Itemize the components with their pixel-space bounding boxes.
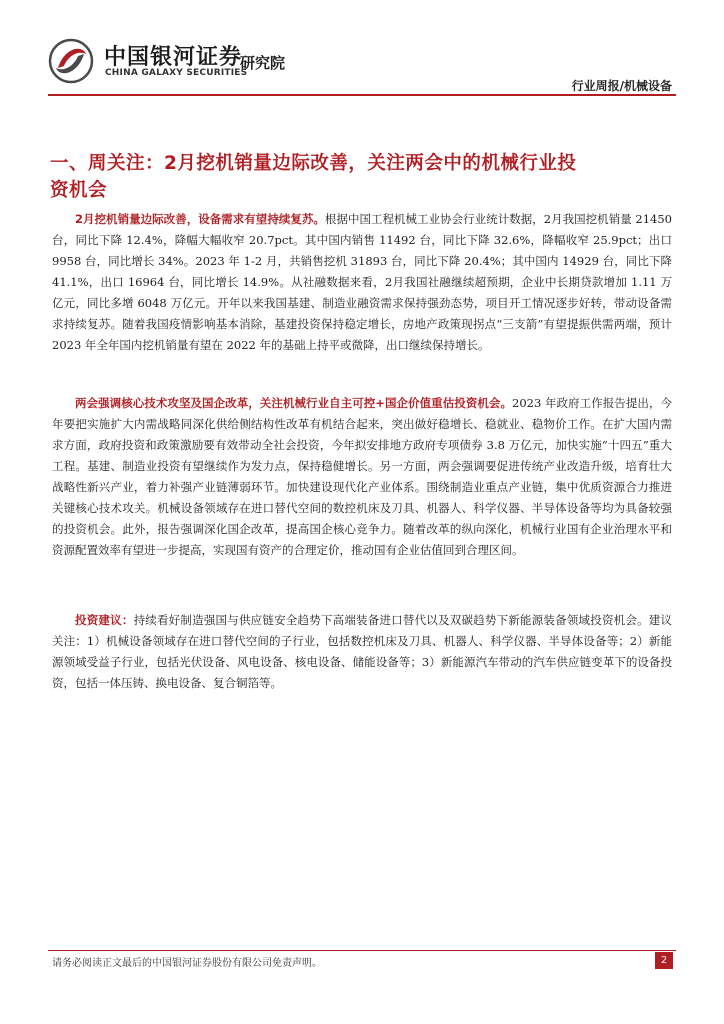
section-title: 一、周关注：2月挖机销量边际改善，关注两会中的机械行业投资机会: [50, 153, 577, 201]
paragraph-body: 持续看好制造强国与供应链安全趋势下高端装备进口替代以及双碳趋势下新能源装备领域投资机会。建议关注：1）机械设备领域存在进口替代空间的子行业，包括数控机床及刀具、机器人、科学仪器、半导体设备等；2）新能源领域受益子行业，包括光伏设备、风电设备、核电设备、储能设备等；3）新能源汽车带动的汽车供应链变革下的设备投资，包括一体压铸、换电设备、复合铜箔等。: [52, 613, 673, 690]
paragraph-body: 2023 年政府工作报告提出，今年要把实施扩大内需战略同深化供给侧结构性改革有机结合起来，突出做好稳增长、稳就业、稳物价工作。在扩大国内需求方面，政府投资和政策激励要有效带动全社会投资，今年拟安排地方政府专项债券 3.8 万亿元，加快实施“十四五”重大工程。基建、制造业投资有望继续作为发力点，保持稳健增长。另一方面，两会强调要促进传统产业改造升级，培育壮大战略性新兴产业，着力补强产业链薄弱环节。加快建设现代化产业体系。围绕制造业重点产业链，集中优质资源合力推进关键核心技术攻关。机械设备领域存在进口替代空间的数控机床及刀具、机器人、科学仪器、半导体设备等均为具备较强的投资机会。此外，报告强调深化国企改革，提高国企核心竞争力。随着改革的纵向深化，机械行业国有企业治理水平和资源配置效率有望进一步提高，实现国有资产的合理定价，推动国有企业估值回到合理区间。: [52, 396, 672, 557]
galaxy-logo-icon: [48, 38, 94, 84]
brand-name-en: CHINA GALAXY SECURITIES: [105, 68, 248, 78]
page-header: [48, 34, 676, 94]
paragraph-lead: 2月挖机销量边际改善，设备需求有望持续复苏。: [75, 212, 325, 226]
brand-subtitle: 研究院: [240, 54, 286, 72]
paragraph-lead: 两会强调核心技术攻坚及国企改革，关注机械行业自主可控+国企价值重估投资机会。: [75, 396, 513, 410]
report-type: 行业周报/机械设备: [571, 79, 672, 93]
paragraph-body: 根据中国工程机械工业协会行业统计数据，2月我国挖机销量 21450 台，同比下降 12.4%，降幅大幅收窄 20.7pct。其中国内销售 11492 台，同比下降 32.6%，降幅收窄 25.9pct；出口 9958 台，同比增长 34%。2023 年 1-2 月，共销售挖机 31893 台，同比下降 20.4%；其中国内 14929 台，同比下降 41.1%，出口 16964 台，同比增长 14.9%。从社融数据来看，2月我国社融继续超预期，企业中长期贷款增加 1.11 万亿元，同比多增 6048 万亿元。开年以来我国基建、制造业融资需求保持强劲态势，项目开工情况逐步好转，带动设备需求持续复苏。随着我国疫情影响基本消除，基建投资保持稳定增长，房地产政策现拐点“三支箭”有望提振供需两端，预计 2023 年全年国内挖机销量有望在 2022 年的基础上持平或微降，出口继续保持增长。: [52, 212, 672, 352]
header-divider: [48, 94, 676, 96]
paragraph-lead: 投资建议：: [75, 613, 134, 627]
footer-divider: [48, 950, 676, 951]
footer-disclaimer: 请务必阅读正文最后的中国银河证券股份有限公司免责声明。: [52, 958, 322, 969]
paragraph-investment-advice: [52, 610, 672, 694]
paragraph-sales: [52, 209, 672, 356]
page-number: 2: [655, 952, 673, 969]
paragraph-two-sessions: [52, 393, 672, 561]
brand-name-cn: 中国银河证券: [104, 45, 243, 70]
